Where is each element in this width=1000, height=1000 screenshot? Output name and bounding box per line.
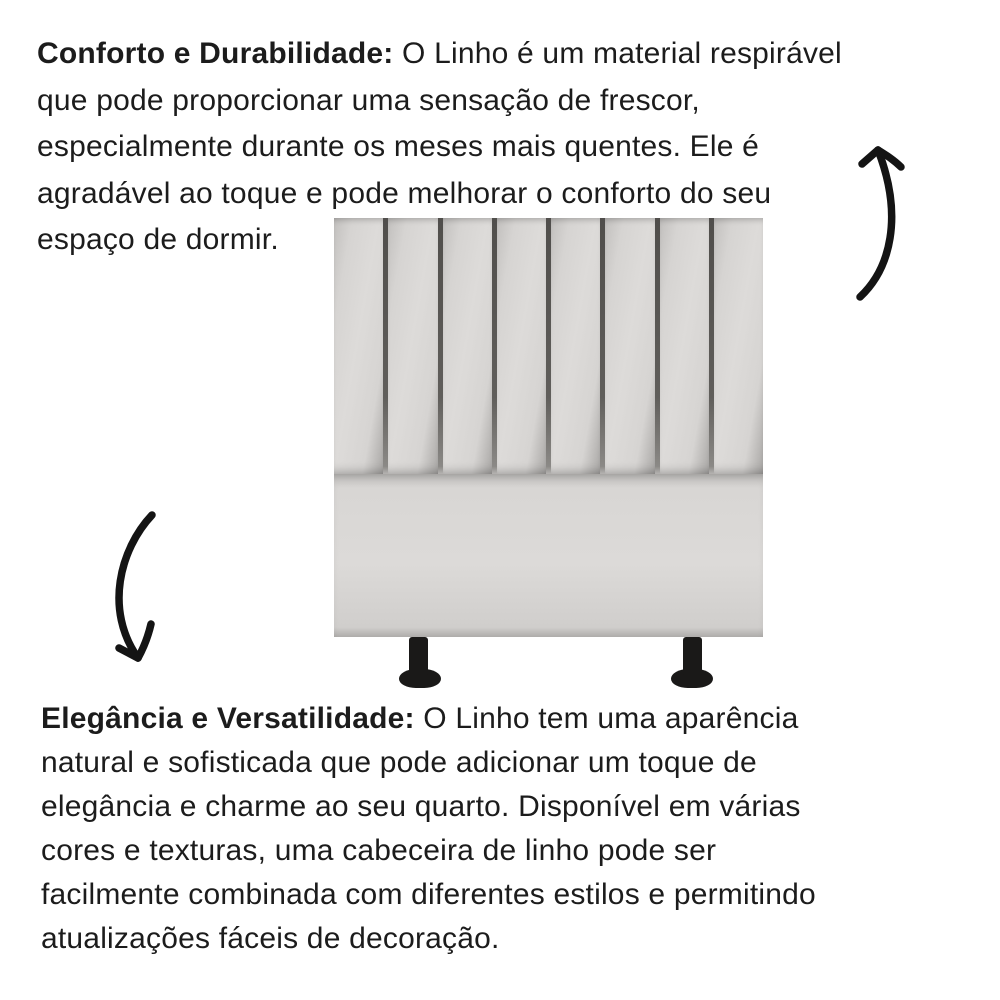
headboard-channel-section <box>334 218 763 474</box>
section-heading: Elegância e Versatilidade: <box>41 702 415 735</box>
text-line-rest: O Linho tem uma aparência <box>414 702 799 735</box>
channel-panel <box>605 218 654 474</box>
headboard-leg-right <box>683 637 702 675</box>
channel-panel <box>714 218 763 474</box>
text-line: cores e texturas, uma cabeceira de linho pode ser <box>41 834 717 867</box>
text-line <box>41 697 816 741</box>
text-line: que pode proporcionar uma sensação de frescor, <box>37 83 700 117</box>
headboard-base-section <box>334 474 763 637</box>
headboard-photo <box>334 218 763 637</box>
channel-panel <box>660 218 709 474</box>
text-line: facilmente combinada com diferentes estilos e permitindo <box>41 878 816 911</box>
channel-panel <box>443 218 492 474</box>
text-line: espaço de dormir. <box>37 223 279 256</box>
text-line: atualizações fáceis de decoração. <box>41 922 500 955</box>
channel-panel <box>388 218 437 474</box>
channel-panel <box>551 218 600 474</box>
headboard-leg-left <box>409 637 428 675</box>
text-line <box>37 31 842 78</box>
channel-panel <box>497 218 546 474</box>
curved-arrow-up-icon <box>845 132 915 307</box>
text-line: agradável ao toque e pode melhorar o conforto do seu <box>37 176 772 210</box>
paragraph-elegancia-versatilidade <box>41 697 816 961</box>
text-line: especialmente durante os meses mais quentes. Ele é <box>37 130 760 163</box>
text-line: natural e sofisticada que pode adicionar um toque de <box>41 746 757 779</box>
section-heading: Conforto e Durabilidade: <box>37 37 394 70</box>
text-line: elegância e charme ao seu quarto. Disponível em várias <box>41 790 801 823</box>
channel-panel <box>334 218 383 474</box>
text-line-rest: O Linho é um material respirável <box>393 37 842 70</box>
curved-arrow-down-icon <box>98 502 170 674</box>
